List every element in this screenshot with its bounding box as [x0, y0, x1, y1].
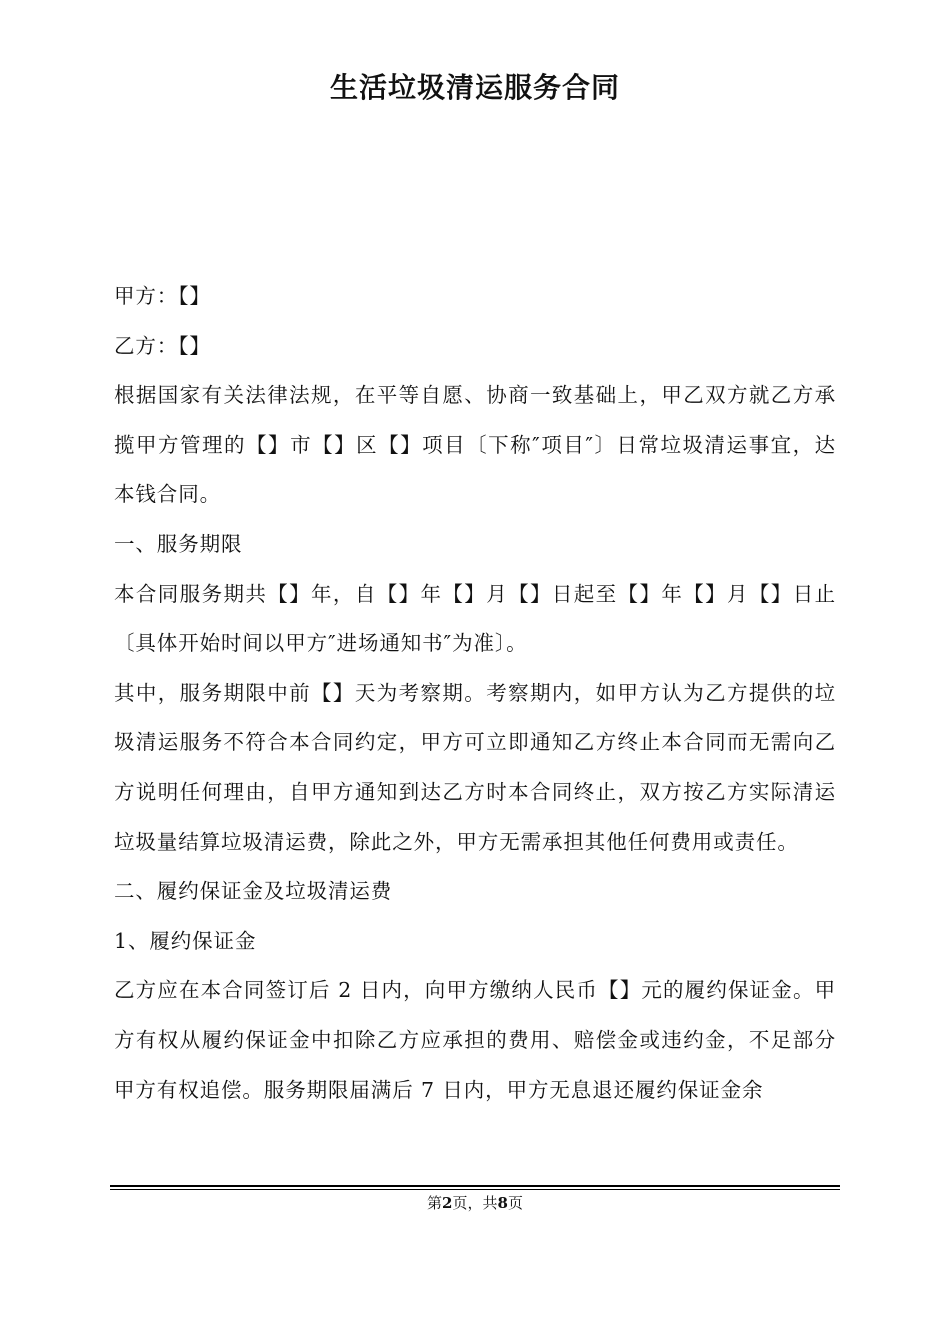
footer-suffix: 页: [507, 1194, 523, 1212]
term-paragraph: 本合同服务期共【】年，自【】年【】月【】日起至【】年【】月【】日止〔具体开始时间以甲方″进场通知书″为准〕。: [114, 581, 836, 656]
party-a-line: 甲方：【】: [114, 284, 211, 308]
footer-middle: 页，共: [452, 1194, 498, 1212]
deposit-paragraph: 乙方应在本合同签订后 2 日内，向甲方缴纳人民币【】元的履约保证金。甲方有权从履约保证金中扣除乙方应承担的费用、赔偿金或违约金，不足部分甲方有权追偿。服务期限届满后 7 日内，甲方无息退还履约保证金余: [114, 978, 836, 1102]
section-heading-term: 一、服务期限: [114, 531, 243, 556]
preamble-paragraph: 根据国家有关法律法规，在平等自愿、协商一致基础上，甲乙双方就乙方承揽甲方管理的【】市【】区【】项目〔下称″项目″〕日常垃圾清运事宜，达本钱合同。: [114, 383, 836, 507]
party-b-line: 乙方：【】: [114, 333, 211, 358]
section-heading-deposit-fees: 二、履约保证金及垃圾清运费: [114, 879, 393, 904]
current-page-number: 2: [442, 1194, 453, 1212]
contract-body: [114, 272, 836, 1115]
probation-paragraph: 其中，服务期限中前【】天为考察期。考察期内，如甲方认为乙方提供的垃圾清运服务不符合本合同约定，甲方可立即通知乙方终止本合同而无需向乙方说明任何理由，自甲方通知到达乙方时本合同终止，双方按乙方实际清运垃圾量结算垃圾清运费，除此之外，甲方无需承担其他任何费用或责任。: [114, 680, 836, 854]
document-title: 生活垃圾清运服务合同: [329, 71, 620, 104]
footer-divider: [110, 1185, 840, 1187]
page-number-footer: [0, 1193, 950, 1213]
total-page-count: 8: [497, 1194, 508, 1212]
subheading-deposit: 1、履约保证金: [114, 928, 257, 953]
footer-divider-thin: [110, 1189, 840, 1190]
footer-prefix: 第: [427, 1194, 443, 1212]
